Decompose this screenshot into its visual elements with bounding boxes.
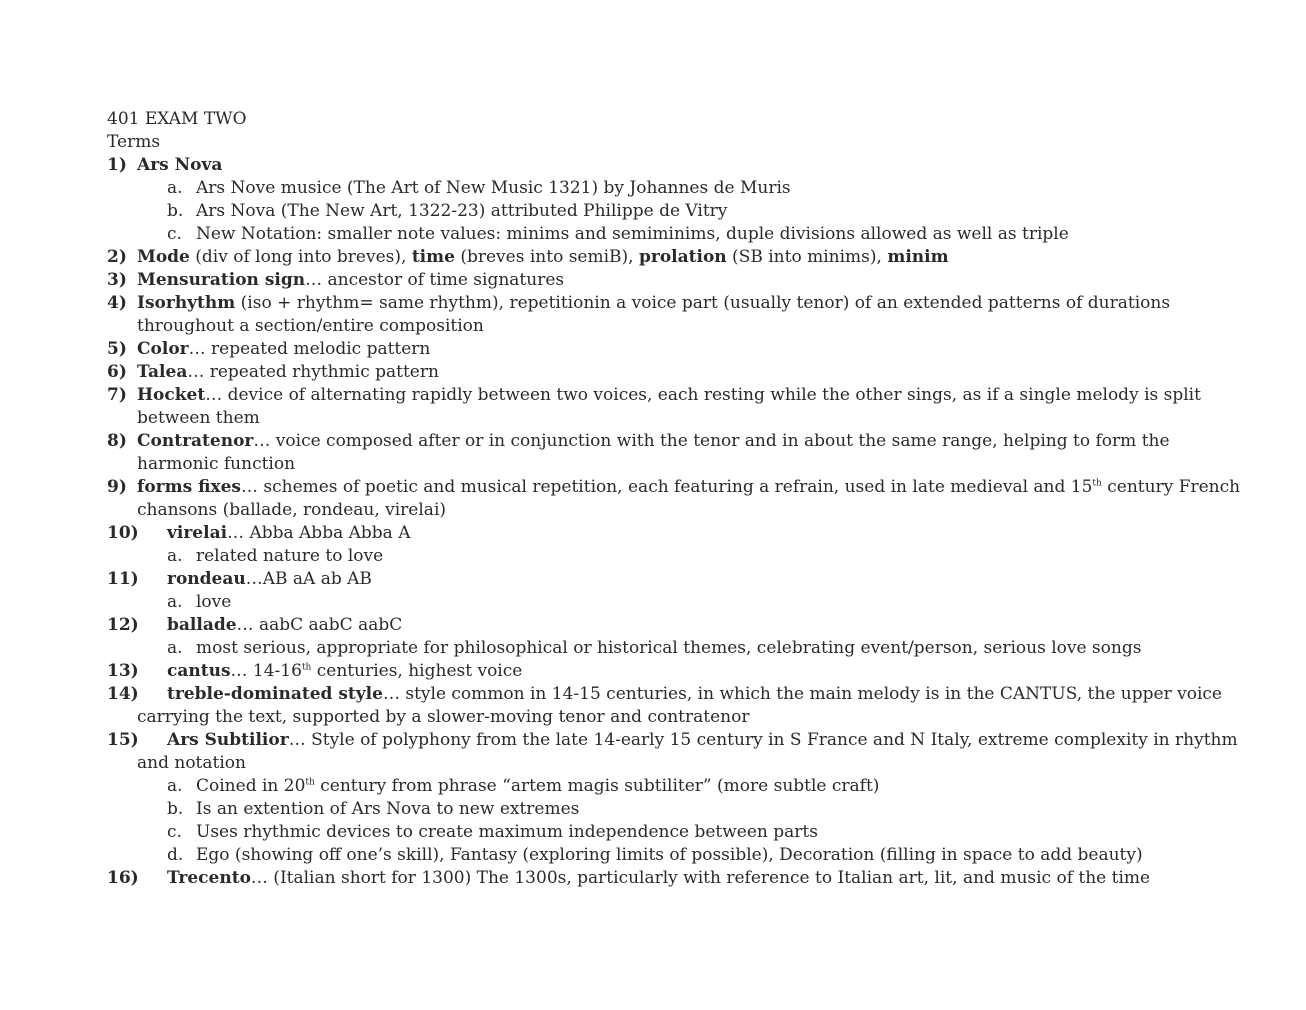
term-name: virelai	[167, 523, 228, 543]
definition-continuation: between them	[137, 408, 260, 428]
term-entry-3: 3) Mensuration sign… ancestor of time signatures	[107, 270, 565, 290]
sub-item: a. Ars Nove musice (The Art of New Music 1321) by Johannes de Muris	[167, 178, 791, 198]
doc-subheading: Terms	[107, 132, 161, 152]
term-name: rondeau	[167, 569, 246, 589]
definition-continuation: throughout a section/entire composition	[137, 316, 484, 336]
sub-item: b. Is an extention of Ars Nova to new extremes	[167, 799, 580, 819]
document-content	[107, 108, 1241, 890]
term-entry-5: 5) Color… repeated melodic pattern	[107, 339, 431, 359]
definition-continuation: chansons (ballade, rondeau, virelai)	[137, 500, 447, 520]
sub-item: a. related nature to love	[167, 546, 384, 566]
term-name: Trecento	[167, 868, 251, 888]
term-entry-4: 4) Isorhythm (iso + rhythm= same rhythm), repetitionin a voice part (usually tenor) of an extended patterns of durations	[107, 293, 1171, 313]
term-entry-9: 9) forms fixes… schemes of poetic and musical repetition, each featuring a refrain, used in late medieval and 15th century French	[107, 477, 1241, 497]
term-name: Isorhythm	[137, 293, 236, 313]
sub-item: c. Uses rhythmic devices to create maximum independence between parts	[167, 822, 818, 842]
sub-item: d. Ego (showing off one’s skill), Fantasy (exploring limits of possible), Decoration (filling in space to add beauty)	[167, 845, 1143, 865]
sub-item: a. love	[167, 592, 232, 612]
term-name: minim	[887, 247, 949, 267]
term-name: ballade	[167, 615, 237, 635]
term-entry-7: 7) Hocket… device of alternating rapidly between two voices, each resting while the other sings, as if a single melody is split	[107, 385, 1201, 405]
term-name: Ars Subtilior	[167, 730, 289, 750]
term-name: forms fixes	[137, 477, 241, 497]
term-name: Contratenor	[137, 431, 254, 451]
sub-item: b. Ars Nova (The New Art, 1322-23) attributed Philippe de Vitry	[167, 201, 728, 221]
term-entry-12: 12) ballade… aabC aabC aabC	[107, 615, 403, 635]
term-entry-1	[107, 154, 1217, 177]
term-name: time	[411, 247, 455, 267]
term-name: prolation	[638, 247, 727, 267]
term-entry-10: 10) virelai… Abba Abba Abba A	[107, 523, 411, 543]
term-name: treble-dominated style	[167, 684, 383, 704]
sub-item: a. most serious, appropriate for philosophical or historical themes, celebrating event/person, serious love songs	[167, 638, 1142, 658]
term-entry-11: 11) rondeau…AB aA ab AB	[107, 569, 372, 589]
entry-number: 1)	[107, 155, 127, 175]
term-name: Mensuration sign	[137, 270, 306, 290]
term-entry-14: 14) treble-dominated style… style common in 14-15 centuries, in which the main melody is in the CANTUS, the upper voice	[107, 684, 1222, 704]
term-entry-15: 15) Ars Subtilior… Style of polyphony from the late 14-early 15 century in S France and N Italy, extreme complexity in rhythm	[107, 730, 1238, 750]
definition-continuation: carrying the text, supported by a slower-moving tenor and contratenor	[137, 707, 750, 727]
term-name: Color	[137, 339, 189, 359]
sub-item: c. New Notation: smaller note values: minims and semiminims, duple divisions allowed as well as triple	[167, 224, 1069, 244]
term-entry-2: 2) Mode (div of long into breves), time (breves into semiB), prolation (SB into minims), minim	[107, 247, 949, 267]
term-entry-8: 8) Contratenor… voice composed after or in conjunction with the tenor and in about the same range, helping to form the	[107, 431, 1170, 451]
term-name: Hocket	[137, 385, 206, 405]
definition-continuation: harmonic function	[137, 454, 296, 474]
term-name: Ars Nova	[137, 155, 223, 175]
term-name: Mode	[137, 247, 190, 267]
term-entry-13: 13) cantus… 14-16th centuries, highest voice	[107, 661, 523, 681]
definition-continuation: and notation	[137, 753, 246, 773]
sub-item: a. Coined in 20th century from phrase “artem magis subtiliter” (more subtle craft)	[167, 776, 880, 796]
term-entry-6: 6) Talea… repeated rhythmic pattern	[107, 362, 439, 382]
term-entry-16: 16) Trecento… (Italian short for 1300) The 1300s, particularly with reference to Italian art, lit, and music of the time	[107, 868, 1151, 888]
term-name: Talea	[137, 362, 188, 382]
term-name: cantus	[167, 661, 231, 681]
doc-heading: 401 EXAM TWO	[107, 109, 247, 129]
